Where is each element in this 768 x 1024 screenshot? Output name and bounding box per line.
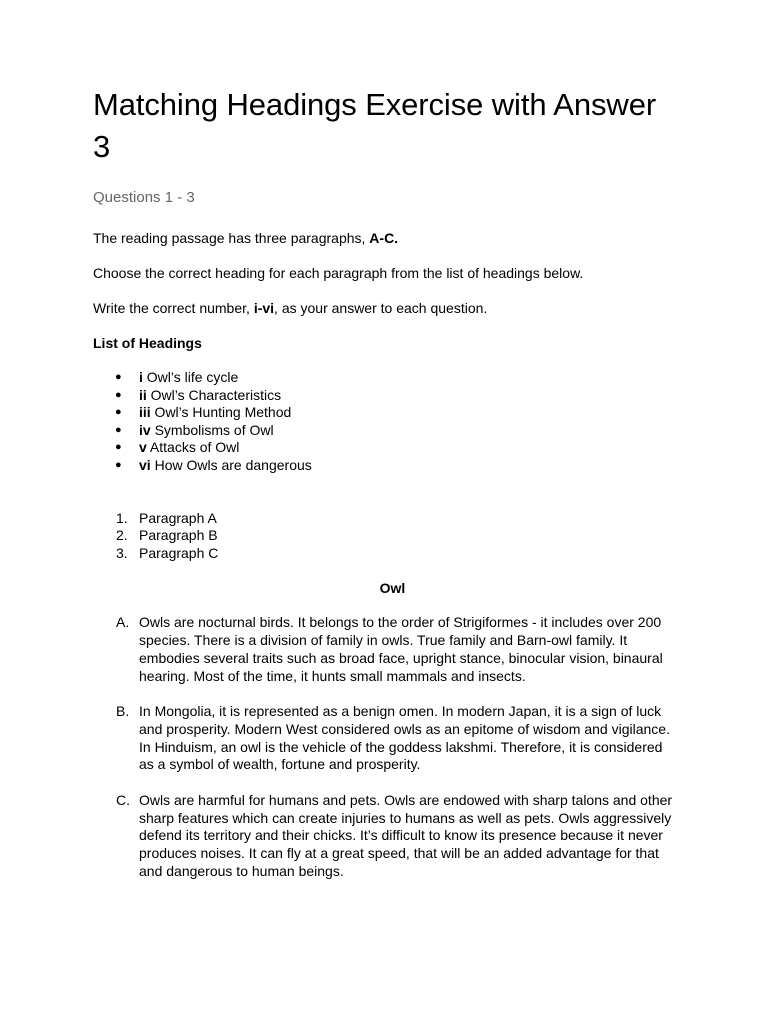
question-number: 1.: [116, 509, 128, 526]
questions-range: Questions 1 - 3: [93, 189, 195, 206]
heading-text: Owl’s Characteristics: [146, 386, 282, 403]
heading-item: [93, 369, 678, 387]
instruction-text: Write the correct number,: [93, 300, 254, 316]
heading-item: [93, 404, 678, 422]
paragraph-letter: C.: [116, 791, 130, 808]
reading-passage: [93, 614, 678, 880]
question-text: Paragraph A: [139, 509, 217, 526]
heading-text: How Owls are dangerous: [150, 456, 312, 473]
bullet-icon: ●: [115, 423, 122, 436]
bullet-icon: ●: [115, 458, 122, 471]
heading-numeral: i: [139, 369, 143, 385]
bullet-icon: ●: [115, 388, 122, 401]
question-number: 2.: [116, 527, 128, 544]
instruction-paragraphs-count: [93, 229, 678, 247]
bullet-icon: ●: [115, 371, 122, 383]
heading-numeral: iv: [139, 421, 151, 438]
instruction-choose-heading: Choose the correct heading for each paragraph from the list of headings below.: [93, 265, 584, 281]
paragraph-text: In Mongolia, it is represented as a benign omen. In modern Japan, it is a sign of luck and prosperity. Modern West considered owls as an epitome of wisdom and vigilance. In Hinduism, an owl is the vehicle of the goddess lakshmi. Therefore, it is considered as a symbol of wealth, fortune and prosperity.: [139, 703, 670, 773]
heading-item: [93, 439, 678, 457]
instruction-text: The reading passage has three paragraphs,: [93, 230, 370, 246]
bullet-icon: ●: [115, 406, 122, 419]
heading-numeral: v: [139, 439, 147, 456]
paragraph-letter: B.: [116, 703, 130, 720]
heading-text: Attacks of Owl: [146, 439, 240, 456]
document-page: [93, 84, 678, 898]
heading-numeral: iii: [139, 404, 151, 421]
passage-paragraph-a: [93, 614, 678, 685]
paragraph-letter: A.: [116, 614, 130, 631]
passage-paragraph-b: [93, 703, 678, 774]
passage-title: Owl: [379, 580, 406, 597]
questions-list: [93, 510, 678, 563]
question-text: Paragraph B: [139, 527, 218, 544]
heading-numeral: ii: [139, 386, 147, 403]
heading-numeral: vi: [139, 456, 151, 473]
instruction-write-number: [93, 299, 678, 317]
instruction-text: , as your answer to each question.: [274, 300, 488, 316]
instruction-bold: i-vi: [253, 300, 275, 316]
heading-item: [93, 387, 678, 405]
question-item: [93, 510, 678, 528]
heading-item: [93, 457, 678, 475]
bullet-icon: ●: [115, 441, 122, 454]
passage-paragraph-c: [93, 792, 678, 881]
paragraph-text: Owls are harmful for humans and pets. Owls are endowed with sharp talons and other sharp features which can create injuries to humans as well as pets. Owls aggressively defend its territory and their chicks. It’s difficult to know its presence because it never produces noises. It can fly at a great speed, that will be an added advantage for that and dangerous to human beings.: [139, 791, 673, 879]
instruction-bold: A-C.: [369, 230, 399, 246]
page-title: Matching Headings Exercise with Answer 3: [93, 87, 657, 164]
heading-item: [93, 422, 678, 440]
question-number: 3.: [116, 544, 128, 561]
heading-text: Symbolisms of Owl: [150, 421, 274, 438]
heading-text: Owl’s life cycle: [142, 369, 239, 385]
question-item: [93, 545, 678, 563]
question-text: Paragraph C: [139, 544, 219, 561]
paragraph-text: Owls are nocturnal birds. It belongs to the order of Strigiformes - it includes over 200 species. There is a division of family in owls. True family and Barn-owl family. It embodies several traits such as broad face, upright stance, binocular vision, binaural hearing. Most of the time, it hunts small mammals and insects.: [139, 614, 663, 684]
list-of-headings-title: List of Headings: [93, 335, 202, 351]
question-item: [93, 527, 678, 545]
heading-text: Owl’s Hunting Method: [150, 404, 292, 421]
headings-list: [93, 369, 678, 475]
